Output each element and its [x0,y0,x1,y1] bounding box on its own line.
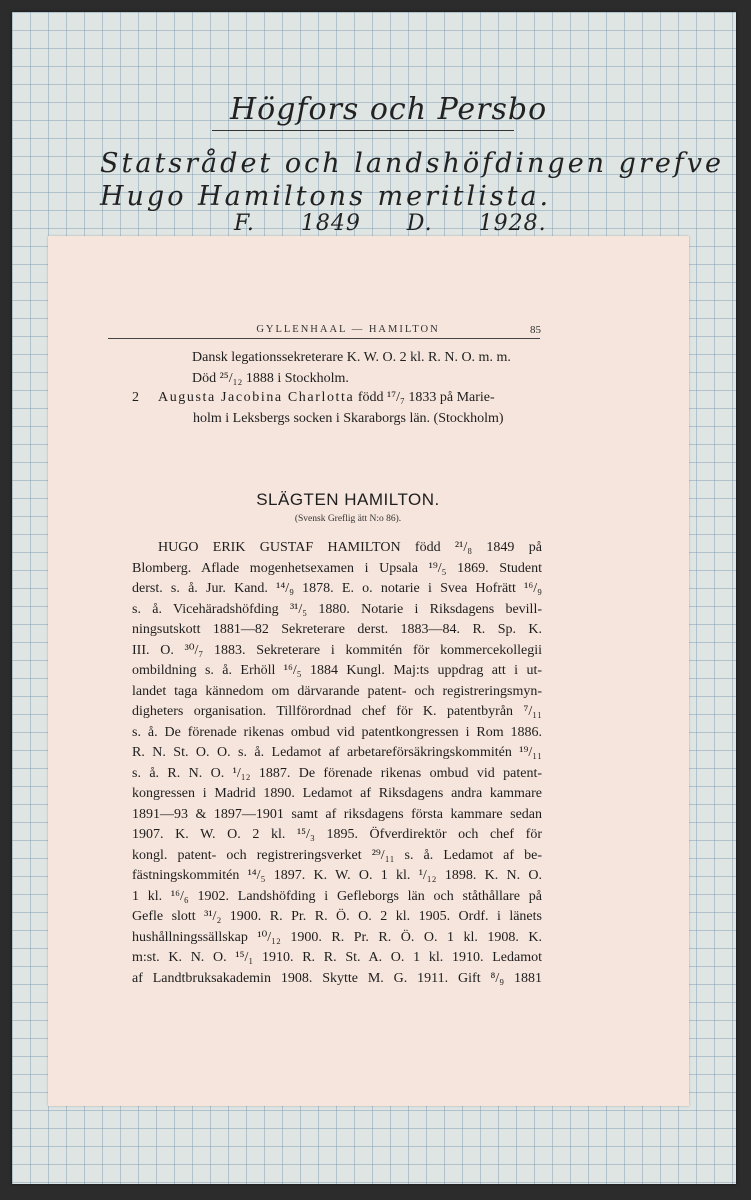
bio-line: af Landtbruksakademin 1908. Skytte M. G. 1911. Gift ⁸/₉ 1881 [132,970,542,986]
entry-name: Augusta Jacobina Charlotta [158,390,355,405]
bio-line: 1907. K. W. O. 2 kl. ¹⁵/₃ 1895. Öfverdirektör och chef för [132,827,542,842]
bio-line: kongressen i Madrid 1890. Ledamot af Riksdagens andra kammare [132,786,542,801]
continuation-line: Dansk legationssekreterare K. W. O. 2 kl. R. N. O. m. m. [192,350,511,365]
bio-line: s. å. Vicehäradshöfding ³¹/₅ 1880. Notarie i Riksdagens bevill- [132,601,542,617]
pasted-clipping [48,236,689,1106]
continuation-line: Död ²⁵/₁₂ 1888 i Stockholm. [192,370,349,386]
continuation-text [192,348,542,389]
bio-line: HUGO ERIK GUSTAF HAMILTON född ²¹/₈ 1849 på [158,540,542,555]
bio-line: 1891—93 & 1897—1901 samt af riksdagens första kammare sedan [132,806,542,822]
bio-line: m:st. K. N. O. ¹⁵/₁ 1910. R. R. St. A. O. 1 kl. 1910. Ledamot [132,950,542,965]
bio-line: R. N. St. O. O. s. å. Ledamot af arbetareförsäkringskommitén ¹⁹/₁₁ [132,745,542,760]
entry-number: 2 [132,390,139,405]
bio-line: ningsutskott 1881—82 Sekreterare derst. 1883—84. R. Sp. K. [132,622,542,637]
handwritten-note-line-2: Hugo Hamiltons meritlista. [100,181,552,212]
section-subtitle: (Svensk Greflig ätt N:o 86). [294,514,402,524]
biography-paragraph [132,538,542,989]
bio-line: s. å. De förenade rikenas ombud vid patentkongressen i Rom 1886. [132,724,542,740]
entry-line-1-rest: född ¹⁷/₇ 1833 på Marie- [354,390,495,405]
bio-line: kongl. patent- och registreringsverket ²⁹/₁₁ s. å. Ledamot af be- [132,847,542,863]
handwritten-dates: F. 1849 D. 1928. [234,211,547,236]
title-underline [212,130,514,131]
bio-line: digheters organisation. Tillförordnad chef för K. patentbyrån ⁷/₁₁ [132,704,542,719]
bio-line: s. å. R. N. O. ¹/₁₂ 1887. De förenade rikenas ombud vid patent- [132,765,542,781]
page-number: 85 [530,324,541,336]
section-title: SLÄGTEN HAMILTON. [256,490,440,509]
bio-line: III. O. ³⁰/₇ 1883. Sekreterare i kommitén för kommercekollegii [132,642,542,658]
bio-line: Gefle slott ³¹/₂ 1900. R. Pr. R. Ö. O. 2 kl. 1905. Ordf. i länets [132,909,542,924]
bio-line: Blomberg. Aflade mogenhetsexamen i Upsala ¹⁹/₅ 1869. Student [132,560,542,576]
bio-line: 1 kl. ¹⁶/₆ 1902. Landshöfding i Gefleborgs län och ståthållare på [132,888,542,904]
bio-line: ombildning s. å. Erhöll ¹⁶/₅ 1884 Kungl. Maj:ts uppdrag att i ut- [132,663,542,678]
running-head: GYLLENHAAL — HAMILTON [256,324,440,335]
bio-line: landet taga kännedom om därvarande patent- och registreringsmyn- [132,683,542,699]
header-rule [108,338,540,339]
handwritten-title: Högfors och Persbo [230,92,548,127]
bio-line: derst. s. å. Jur. Kand. ¹⁴/₉ 1878. E. o. notarie i Svea Hofrätt ¹⁶/₉ [132,581,542,596]
bio-line: fästningskommitén ¹⁴/₅ 1897. K. W. O. 1 kl. ¹/₁₂ 1898. K. N. O. [132,868,542,883]
handwritten-note-line-1: Statsrådet och landshöfdingen grefve [100,148,725,179]
entry-line-1 [158,388,495,409]
entry-line-2: holm i Leksbergs socken i Skaraborgs län. (Stockholm) [193,410,504,426]
bio-line: hushållningssällskap ¹⁰/₁₂ 1900. R. Pr. R. Ö. O. 1 kl. 1908. K. [132,929,542,945]
